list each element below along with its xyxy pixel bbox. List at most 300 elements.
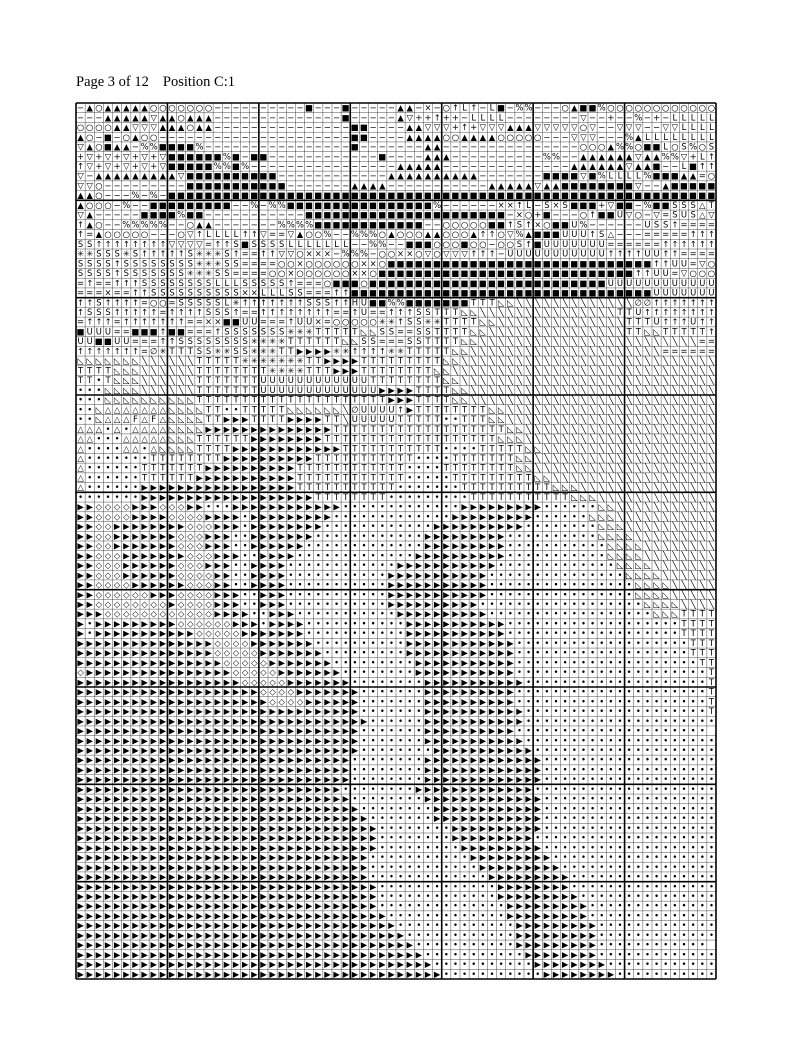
- stitch-symbol-letter-t: T: [251, 365, 258, 375]
- stitch-symbol-square-solid: ■: [525, 288, 533, 298]
- stitch-symbol-tri-right-solid: ▶: [251, 502, 258, 512]
- stitch-symbol-tri-right-solid: ▶: [77, 794, 84, 804]
- stitch-symbol-letter-s: S: [206, 307, 211, 317]
- stitch-symbol-percent: %: [598, 103, 606, 113]
- stitch-symbol-arrow-up: ↑: [662, 249, 669, 259]
- stitch-symbol-square-solid: ■: [470, 258, 478, 268]
- stitch-symbol-diamond: ◇: [105, 521, 112, 531]
- stitch-symbol-diagonal: ╲: [653, 375, 660, 386]
- stitch-symbol-dot: •: [407, 550, 412, 560]
- stitch-symbol-arrow-up: ↑: [671, 219, 678, 229]
- stitch-symbol-letter-t: T: [452, 453, 459, 463]
- stitch-symbol-minus: −: [168, 180, 175, 190]
- stitch-symbol-corner-triangle: ◺: [470, 307, 477, 317]
- stitch-symbol-letter-s: S: [188, 278, 193, 288]
- stitch-symbol-tri-right-solid: ▶: [278, 599, 285, 609]
- stitch-symbol-dot: •: [96, 453, 101, 463]
- stitch-symbol-dot: •: [663, 687, 668, 697]
- stitch-symbol-dot: •: [352, 609, 357, 619]
- stitch-symbol-dot: •: [371, 599, 376, 609]
- stitch-symbol-tri-right-solid: ▶: [205, 745, 212, 755]
- stitch-symbol-letter-t: T: [342, 326, 349, 336]
- stitch-symbol-diagonal: ╲: [644, 424, 651, 435]
- stitch-symbol-tri-right-solid: ▶: [452, 638, 459, 648]
- stitch-symbol-equals: =: [379, 307, 386, 317]
- stitch-symbol-letter-t: T: [141, 463, 148, 473]
- stitch-symbol-letter-s: S: [78, 268, 83, 278]
- stitch-symbol-arrow-up: ↑: [370, 346, 377, 356]
- stitch-symbol-letter-t: T: [306, 336, 313, 346]
- stitch-symbol-diamond: ◇: [288, 696, 295, 706]
- stitch-symbol-diamond: ◇: [96, 589, 103, 599]
- stitch-symbol-square-solid: ■: [241, 171, 249, 181]
- stitch-symbol-letter-s: S: [288, 288, 293, 298]
- stitch-symbol-letter-t: T: [434, 307, 441, 317]
- stitch-symbol-dot: •: [252, 609, 257, 619]
- stitch-symbol-dot: •: [654, 628, 659, 638]
- stitch-symbol-tri-right-solid: ▶: [507, 706, 514, 716]
- stitch-symbol-tri-right-solid: ▶: [205, 560, 212, 570]
- stitch-symbol-percent: %: [305, 219, 313, 229]
- stitch-symbol-tri-right-solid: ▶: [443, 580, 450, 590]
- stitch-symbol-tri-right-solid: ▶: [480, 648, 487, 658]
- stitch-symbol-letter-l: L: [709, 122, 714, 132]
- stitch-symbol-tri-right-solid: ▶: [470, 735, 477, 745]
- stitch-symbol-dot: •: [691, 657, 696, 667]
- stitch-symbol-dot: •: [590, 580, 595, 590]
- stitch-symbol-dot: •: [298, 609, 303, 619]
- stitch-symbol-diagonal: ╲: [552, 317, 559, 328]
- stitch-symbol-diagonal: ╲: [552, 434, 559, 445]
- stitch-symbol-corner-triangle: ◺: [626, 531, 633, 541]
- stitch-symbol-dot: •: [581, 628, 586, 638]
- stitch-symbol-corner-triangle: ◺: [516, 463, 523, 473]
- stitch-symbol-minus: −: [626, 229, 633, 239]
- stitch-symbol-tri-right-solid: ▶: [470, 511, 477, 521]
- stitch-symbol-tri-right-solid: ▶: [306, 531, 313, 541]
- stitch-symbol-square-solid: ■: [497, 103, 505, 113]
- stitch-symbol-tri-right-solid: ▶: [114, 745, 121, 755]
- stitch-symbol-dot: •: [407, 502, 412, 512]
- stitch-symbol-diagonal: ╲: [680, 570, 687, 581]
- stitch-symbol-letter-t: T: [315, 453, 322, 463]
- stitch-symbol-dot: •: [398, 482, 403, 492]
- stitch-symbol-letter-t: T: [333, 472, 340, 482]
- stitch-symbol-dot: •: [325, 560, 330, 570]
- stitch-symbol-diagonal: ╲: [552, 365, 559, 376]
- stitch-symbol-tri-right-solid: ▶: [525, 502, 532, 512]
- stitch-symbol-letter-s: S: [142, 258, 147, 268]
- stitch-symbol-diagonal: ╲: [150, 375, 157, 386]
- stitch-symbol-square-solid: ■: [589, 190, 597, 200]
- stitch-symbol-diagonal: ╲: [662, 570, 669, 581]
- stitch-symbol-arrow-up: ↑: [690, 307, 697, 317]
- stitch-symbol-arrow-up: ↑: [260, 307, 267, 317]
- stitch-symbol-tri-right-solid: ▶: [251, 794, 258, 804]
- stitch-symbol-square-solid: ■: [278, 180, 286, 190]
- stitch-symbol-letter-t: T: [479, 453, 486, 463]
- stitch-symbol-tri-right-solid: ▶: [443, 541, 450, 551]
- stitch-symbol-dot: •: [544, 706, 549, 716]
- stitch-symbol-dot: •: [663, 774, 668, 784]
- stitch-symbol-diagonal: ╲: [543, 365, 550, 376]
- stitch-symbol-letter-s: S: [261, 326, 266, 336]
- stitch-symbol-dot: •: [133, 492, 138, 502]
- stitch-symbol-dot: •: [663, 628, 668, 638]
- stitch-symbol-letter-t: T: [342, 434, 349, 444]
- stitch-symbol-dot: •: [416, 755, 421, 765]
- stitch-symbol-dot: •: [398, 541, 403, 551]
- stitch-symbol-corner-triangle: ◺: [635, 580, 642, 590]
- stitch-symbol-diagonal: ╲: [680, 502, 687, 513]
- stitch-symbol-square-solid: ■: [561, 288, 569, 298]
- stitch-symbol-minus: −: [315, 180, 322, 190]
- stitch-symbol-letter-t: T: [214, 385, 221, 395]
- stitch-symbol-letter-t: T: [315, 395, 322, 405]
- stitch-symbol-percent: %: [214, 161, 222, 171]
- stitch-symbol-tri-right-solid: ▶: [169, 667, 176, 677]
- stitch-symbol-dot: •: [87, 492, 92, 502]
- stitch-symbol-arrow-up: ↑: [168, 249, 175, 259]
- stitch-symbol-tri-right-solid: ▶: [86, 521, 93, 531]
- stitch-symbol-tri-up-solid: ▲: [580, 161, 587, 171]
- stitch-symbol-tri-right-solid: ▶: [443, 726, 450, 736]
- stitch-symbol-diagonal: ╲: [571, 317, 578, 328]
- stitch-symbol-tri-up: △: [96, 424, 103, 434]
- stitch-symbol-equals: =: [232, 268, 239, 278]
- stitch-symbol-square-solid: ■: [424, 288, 432, 298]
- stitch-symbol-diagonal: ╲: [571, 307, 578, 318]
- stitch-symbol-dot: •: [599, 764, 604, 774]
- stitch-symbol-plus: +: [690, 151, 697, 161]
- stitch-symbol-tri-right-solid: ▶: [306, 677, 313, 687]
- stitch-symbol-letter-t: T: [488, 492, 495, 502]
- stitch-symbol-letter-t: T: [168, 472, 175, 482]
- stitch-symbol-square-solid: ■: [662, 190, 670, 200]
- stitch-symbol-tri-right-solid: ▶: [352, 745, 359, 755]
- stitch-symbol-dot: •: [563, 745, 568, 755]
- stitch-symbol-square-solid: ■: [387, 258, 395, 268]
- stitch-symbol-letter-t: T: [690, 638, 697, 648]
- stitch-symbol-tri-right-solid: ▶: [315, 434, 322, 444]
- stitch-symbol-letter-s: S: [160, 278, 165, 288]
- stitch-symbol-percent: %: [387, 297, 395, 307]
- stitch-symbol-circle: ○: [333, 317, 340, 327]
- stitch-symbol-tri-right-solid: ▶: [187, 735, 194, 745]
- stitch-symbol-tri-right-solid: ▶: [297, 677, 304, 687]
- stitch-symbol-tri-right-solid: ▶: [406, 628, 413, 638]
- stitch-symbol-tri-up-solid: ▲: [489, 132, 496, 142]
- stitch-symbol-arrow-up: ↑: [95, 239, 102, 249]
- stitch-symbol-circle: ○: [177, 229, 184, 239]
- stitch-symbol-dot: •: [526, 589, 531, 599]
- stitch-symbol-tri-right-solid: ▶: [214, 570, 221, 580]
- stitch-symbol-arrow-up: ↑: [699, 161, 706, 171]
- stitch-symbol-tri-right-solid: ▶: [96, 755, 103, 765]
- stitch-symbol-square-solid: ■: [497, 288, 505, 298]
- stitch-symbol-tri-up-solid: ▲: [105, 171, 112, 181]
- stitch-symbol-dot: •: [554, 657, 559, 667]
- stitch-symbol-corner-triangle: ◺: [644, 599, 651, 609]
- stitch-symbol-tri-right-solid: ▶: [269, 482, 276, 492]
- stitch-symbol-tri-right-solid: ▶: [278, 531, 285, 541]
- stitch-symbol-diamond: ◇: [105, 609, 112, 619]
- stitch-symbol-dot: •: [535, 687, 540, 697]
- stitch-symbol-tri-right-solid: ▶: [461, 726, 468, 736]
- stitch-symbol-minus: −: [232, 122, 239, 132]
- stitch-symbol-dot: •: [563, 560, 568, 570]
- stitch-symbol-circle: ○: [95, 219, 102, 229]
- stitch-symbol-letter-l: L: [316, 239, 321, 249]
- stitch-symbol-tri-right-solid: ▶: [297, 794, 304, 804]
- stitch-symbol-tri-right-solid: ▶: [260, 434, 267, 444]
- stitch-symbol-dot: •: [517, 599, 522, 609]
- stitch-symbol-letter-u: U: [653, 278, 659, 288]
- stitch-symbol-equals: =: [635, 239, 642, 249]
- stitch-symbol-tri-right-solid: ▶: [489, 628, 496, 638]
- stitch-symbol-tri-right-solid: ▶: [178, 667, 185, 677]
- stitch-symbol-dot: •: [691, 726, 696, 736]
- stitch-symbol-tri-right-solid: ▶: [306, 687, 313, 697]
- stitch-symbol-dot: •: [352, 657, 357, 667]
- stitch-symbol-diagonal: ╲: [562, 346, 569, 357]
- stitch-symbol-minus: −: [214, 112, 221, 122]
- stitch-symbol-diamond: ◇: [178, 541, 185, 551]
- stitch-symbol-dot: •: [599, 667, 604, 677]
- stitch-symbol-tri-right-solid: ▶: [498, 657, 505, 667]
- stitch-symbol-dot: •: [334, 599, 339, 609]
- stitch-symbol-tri-right-solid: ▶: [233, 550, 240, 560]
- stitch-symbol-dot: •: [87, 395, 92, 405]
- stitch-symbol-arrow-up: ↑: [159, 249, 166, 259]
- stitch-symbol-tri-right-solid: ▶: [269, 657, 276, 667]
- stitch-symbol-tri-right-solid: ▶: [315, 521, 322, 531]
- stitch-symbol-square-solid: ■: [150, 210, 158, 220]
- stitch-symbol-diagonal: ╲: [562, 395, 569, 406]
- stitch-symbol-diagonal: ╲: [534, 424, 541, 435]
- stitch-symbol-tri-right-solid: ▶: [169, 706, 176, 716]
- stitch-symbol-tri-right-solid: ▶: [160, 774, 167, 784]
- stitch-symbol-letter-u: U: [699, 278, 705, 288]
- stitch-symbol-diagonal: ╲: [607, 424, 614, 435]
- stitch-symbol-square-solid: ■: [360, 122, 368, 132]
- stitch-symbol-tri-right-solid: ▶: [242, 726, 249, 736]
- stitch-symbol-letter-u: U: [617, 278, 623, 288]
- stitch-symbol-dot: •: [563, 696, 568, 706]
- stitch-symbol-diamond: ◇: [105, 541, 112, 551]
- stitch-symbol-tri-right-solid: ▶: [324, 356, 331, 366]
- stitch-symbol-dot: •: [581, 511, 586, 521]
- stitch-symbol-tri-right-solid: ▶: [434, 726, 441, 736]
- stitch-symbol-dot: •: [362, 696, 367, 706]
- stitch-symbol-tri-right-solid: ▶: [288, 531, 295, 541]
- stitch-symbol-dot: •: [572, 755, 577, 765]
- stitch-symbol-dot: •: [316, 618, 321, 628]
- stitch-symbol-tri-right-solid: ▶: [498, 502, 505, 512]
- stitch-symbol-minus: −: [296, 132, 303, 142]
- stitch-symbol-tri-down: ▽: [288, 229, 295, 239]
- stitch-symbol-diagonal: ╲: [516, 317, 523, 328]
- stitch-symbol-dot: •: [672, 716, 677, 726]
- stitch-symbol-corner-triangle: ◺: [434, 365, 441, 375]
- stitch-symbol-tri-right-solid: ▶: [452, 735, 459, 745]
- stitch-symbol-tri-right-solid: ▶: [361, 716, 368, 726]
- stitch-symbol-square-solid: ■: [634, 190, 642, 200]
- stitch-symbol-equals: =: [306, 288, 313, 298]
- stitch-symbol-square-solid: ■: [406, 210, 414, 220]
- stitch-symbol-square-solid: ■: [397, 278, 405, 288]
- stitch-symbol-tri-right-solid: ▶: [132, 755, 139, 765]
- stitch-symbol-tri-right-solid: ▶: [434, 696, 441, 706]
- stitch-symbol-minus: −: [260, 122, 267, 132]
- stitch-symbol-diagonal: ╲: [562, 297, 569, 308]
- stitch-symbol-letter-t: T: [379, 434, 386, 444]
- stitch-symbol-diagonal: ╲: [589, 365, 596, 376]
- stitch-symbol-dot: •: [599, 560, 604, 570]
- stitch-symbol-diagonal: ╲: [543, 375, 550, 386]
- stitch-symbol-equals: =: [607, 239, 614, 249]
- stitch-symbol-minus: −: [552, 112, 559, 122]
- stitch-symbol-dot: •: [416, 541, 421, 551]
- stitch-symbol-tri-up-solid: ▲: [425, 132, 432, 142]
- stitch-symbol-tri-right-solid: ▶: [233, 521, 240, 531]
- stitch-symbol-minus: −: [114, 200, 121, 210]
- stitch-symbol-tri-right-solid: ▶: [233, 774, 240, 784]
- stitch-symbol-letter-t: T: [415, 443, 422, 453]
- stitch-symbol-dot: •: [435, 511, 440, 521]
- stitch-symbol-tri-right-solid: ▶: [96, 648, 103, 658]
- stitch-symbol-empty-set: ∅: [644, 297, 651, 307]
- stitch-symbol-diagonal: ╲: [653, 482, 660, 493]
- stitch-symbol-arrow-up: ↑: [242, 229, 249, 239]
- stitch-symbol-letter-t: T: [315, 356, 322, 366]
- stitch-symbol-tri-right-solid: ▶: [114, 735, 121, 745]
- stitch-symbol-tri-right-solid: ▶: [425, 764, 432, 774]
- stitch-symbol-arrow-up: ↑: [150, 239, 157, 249]
- stitch-symbol-arrow-up: ↑: [269, 297, 276, 307]
- stitch-symbol-arrow-up: ↑: [95, 346, 102, 356]
- stitch-symbol-letter-u: U: [681, 288, 687, 298]
- stitch-symbol-dot: •: [352, 599, 357, 609]
- stitch-symbol-tri-right-solid: ▶: [489, 677, 496, 687]
- stitch-symbol-tri-right-solid: ▶: [288, 735, 295, 745]
- stitch-symbol-diagonal: ╲: [635, 511, 642, 522]
- stitch-symbol-tri-up-solid: ▲: [297, 229, 304, 239]
- stitch-symbol-letter-t: T: [488, 297, 495, 307]
- stitch-symbol-tri-right-solid: ▶: [480, 774, 487, 784]
- stitch-symbol-dot: •: [444, 453, 449, 463]
- stitch-symbol-letter-t: T: [306, 463, 313, 473]
- stitch-symbol-diagonal: ╲: [589, 424, 596, 435]
- stitch-symbol-asterisk: ✳: [287, 365, 294, 375]
- stitch-symbol-tri-right-solid: ▶: [498, 696, 505, 706]
- stitch-symbol-tri-right-solid: ▶: [205, 706, 212, 716]
- stitch-symbol-tri-right-solid: ▶: [242, 716, 249, 726]
- stitch-symbol-tri-right-solid: ▶: [196, 696, 203, 706]
- stitch-symbol-diagonal: ╲: [607, 297, 614, 308]
- stitch-symbol-letter-t: T: [205, 443, 212, 453]
- stitch-symbol-square-solid: ■: [205, 200, 213, 210]
- stitch-symbol-percent: %: [269, 200, 277, 210]
- stitch-symbol-tri-right-solid: ▶: [141, 618, 148, 628]
- stitch-symbol-tri-right-solid: ▶: [461, 599, 468, 609]
- stitch-symbol-diamond: ◇: [260, 657, 267, 667]
- stitch-symbol-dot: •: [535, 784, 540, 794]
- stitch-symbol-tri-right-solid: ▶: [141, 550, 148, 560]
- stitch-symbol-tri-right-solid: ▶: [224, 424, 231, 434]
- stitch-symbol-tri-right-solid: ▶: [443, 696, 450, 706]
- stitch-symbol-square-solid: ■: [543, 190, 551, 200]
- stitch-symbol-tri-right-solid: ▶: [77, 774, 84, 784]
- stitch-symbol-minus: −: [104, 219, 111, 229]
- stitch-symbol-tri-right-solid: ▶: [498, 745, 505, 755]
- stitch-symbol-diagonal: ╲: [562, 434, 569, 445]
- stitch-symbol-dot: •: [243, 580, 248, 590]
- stitch-symbol-minus: −: [488, 171, 495, 181]
- stitch-symbol-equals: =: [626, 239, 633, 249]
- stitch-symbol-square-solid: ■: [342, 278, 350, 288]
- stitch-symbol-tri-up-solid: ▲: [196, 112, 203, 122]
- stitch-symbol-diagonal: ╲: [616, 385, 623, 396]
- stitch-symbol-diagonal: ╲: [178, 385, 185, 396]
- stitch-symbol-diagonal: ╲: [571, 375, 578, 386]
- stitch-symbol-tri-right-solid: ▶: [452, 774, 459, 784]
- stitch-symbol-dot: •: [389, 609, 394, 619]
- stitch-symbol-circle: ○: [671, 142, 678, 152]
- stitch-symbol-letter-t: T: [315, 492, 322, 502]
- stitch-symbol-asterisk: ✳: [214, 249, 221, 259]
- stitch-symbol-tri-right-solid: ▶: [425, 648, 432, 658]
- stitch-symbol-arrow-up: ↑: [589, 210, 596, 220]
- stitch-symbol-circle: ○: [671, 103, 678, 113]
- stitch-symbol-diagonal: ╲: [598, 472, 605, 483]
- stitch-symbol-dot: •: [96, 472, 101, 482]
- stitch-symbol-diagonal: ╲: [479, 375, 486, 386]
- stitch-symbol-diagonal: ╲: [690, 482, 697, 493]
- stitch-symbol-tri-right-solid: ▶: [315, 716, 322, 726]
- stitch-symbol-tri-right-solid: ▶: [406, 638, 413, 648]
- stitch-symbol-asterisk: ✳: [187, 268, 194, 278]
- stitch-symbol-circle: ○: [324, 258, 331, 268]
- stitch-symbol-minus: −: [287, 171, 294, 181]
- stitch-symbol-minus: −: [77, 103, 84, 113]
- stitch-symbol-tri-right-solid: ▶: [480, 706, 487, 716]
- stitch-symbol-letter-t: T: [470, 317, 477, 327]
- stitch-symbol-dot: •: [407, 784, 412, 794]
- stitch-symbol-square-solid: ■: [653, 161, 661, 171]
- stitch-symbol-corner-triangle: ◺: [141, 395, 148, 405]
- stitch-symbol-square-solid: ■: [442, 288, 450, 298]
- stitch-symbol-dot: •: [407, 755, 412, 765]
- stitch-symbol-tri-right-solid: ▶: [434, 560, 441, 570]
- stitch-symbol-diagonal: ╲: [516, 375, 523, 386]
- stitch-symbol-letter-t: T: [516, 472, 523, 482]
- stitch-symbol-corner-triangle: ◺: [626, 560, 633, 570]
- stitch-symbol-tri-right-solid: ▶: [132, 541, 139, 551]
- stitch-symbol-tri-right-solid: ▶: [178, 755, 185, 765]
- stitch-symbol-tri-right-solid: ▶: [150, 726, 157, 736]
- stitch-symbol-tri-right-solid: ▶: [86, 638, 93, 648]
- stitch-symbol-dot: •: [581, 726, 586, 736]
- stitch-symbol-tri-right-solid: ▶: [516, 511, 523, 521]
- stitch-symbol-letter-t: T: [415, 365, 422, 375]
- stitch-symbol-square-solid: ■: [689, 190, 697, 200]
- stitch-symbol-diagonal: ╲: [690, 375, 697, 386]
- stitch-symbol-minus: −: [278, 122, 285, 132]
- stitch-symbol-letter-t: T: [699, 628, 706, 638]
- stitch-symbol-circle: ○: [104, 200, 111, 210]
- stitch-symbol-letter-t: T: [498, 453, 505, 463]
